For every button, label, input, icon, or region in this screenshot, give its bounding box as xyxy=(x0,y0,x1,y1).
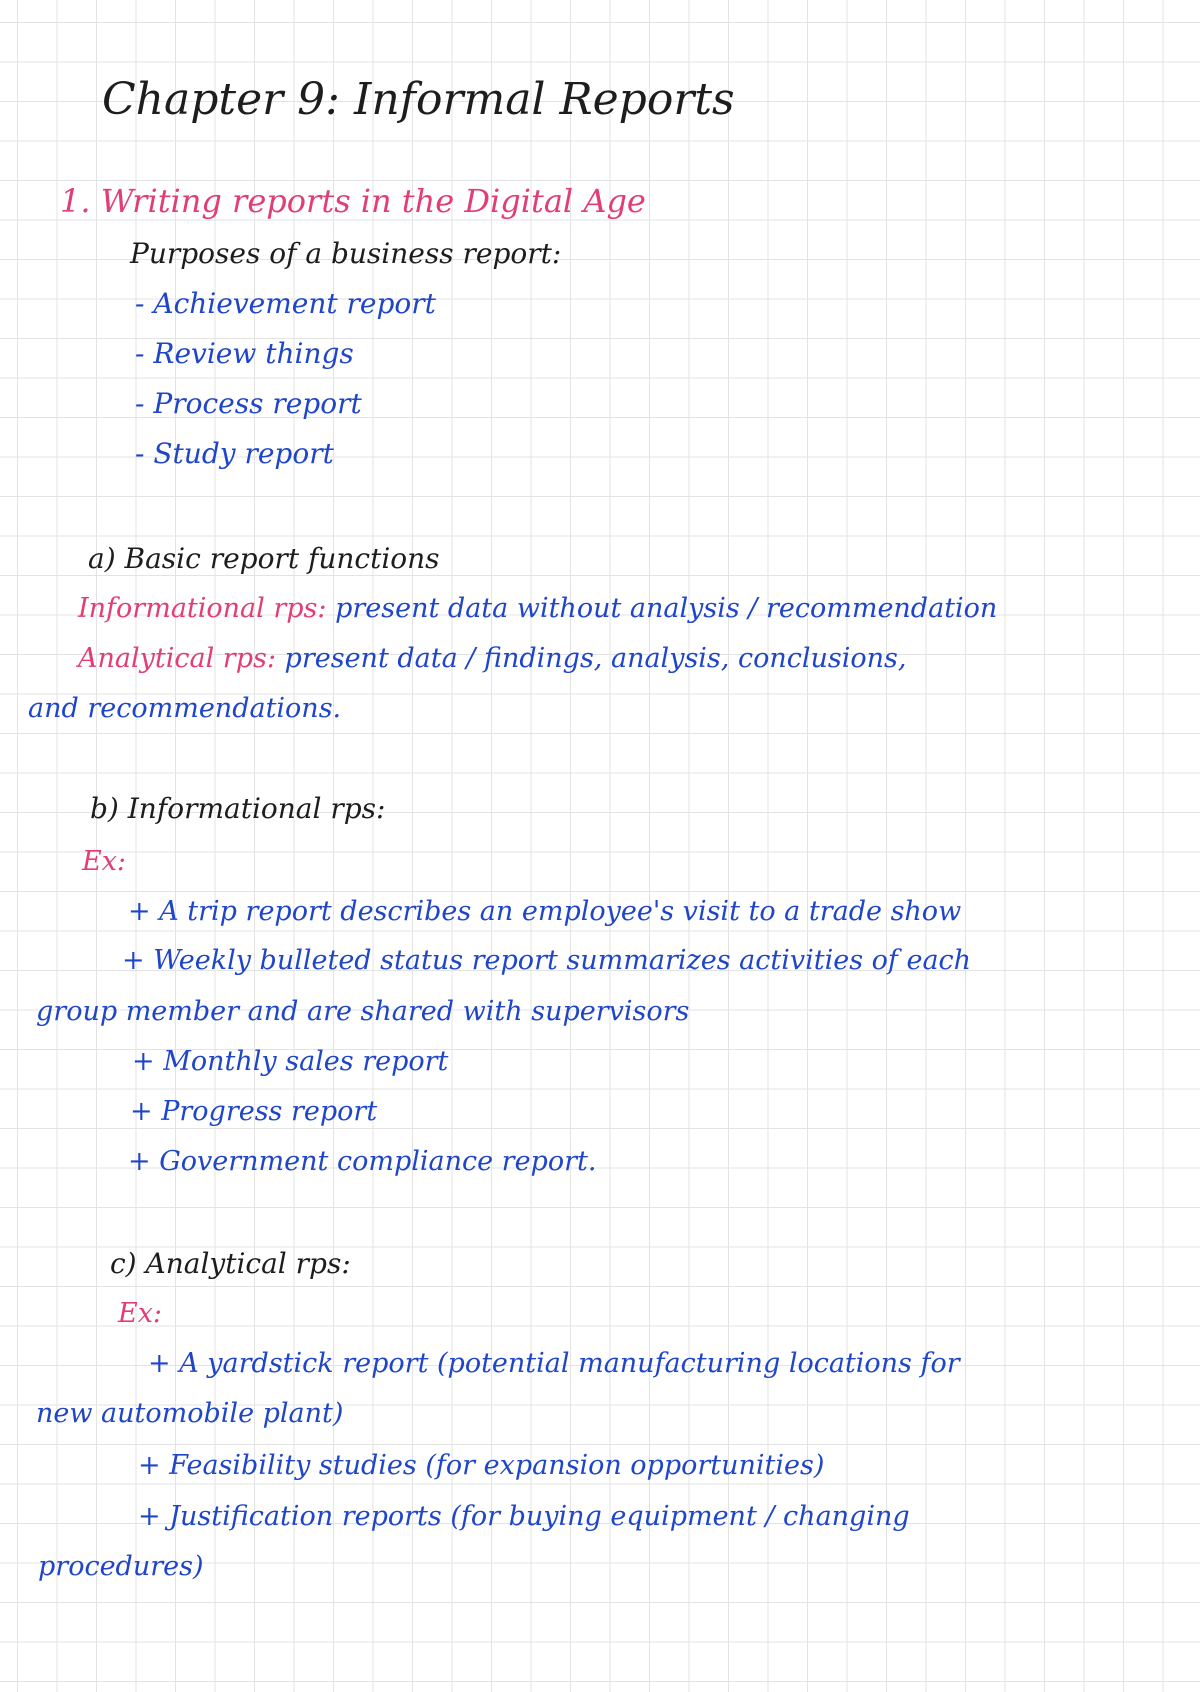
informational-example-continued: group member and are shared with supervisors xyxy=(36,996,690,1027)
purpose-item: - Achievement report xyxy=(135,287,436,320)
section-c-ex-label: Ex: xyxy=(118,1298,163,1329)
informational-example: + Monthly sales report xyxy=(132,1046,449,1077)
section-b-ex-label: Ex: xyxy=(82,846,127,877)
analytical-definition-line xyxy=(78,645,906,672)
section-b-heading: b) Informational rps: xyxy=(90,792,386,825)
purpose-item: - Review things xyxy=(135,337,354,370)
informational-example: + Progress report xyxy=(130,1096,378,1127)
analytical-example: + A yardstick report (potential manufacturing locations for xyxy=(148,1348,960,1379)
informational-example: + Weekly bulleted status report summarizes activities of each xyxy=(122,945,972,976)
section-c-heading: c) Analytical rps: xyxy=(110,1247,351,1280)
purpose-item: - Study report xyxy=(135,437,334,470)
purposes-label: Purposes of a business report: xyxy=(130,237,562,270)
informational-term: Informational rps: xyxy=(78,593,327,624)
analytical-example-continued: procedures) xyxy=(38,1551,204,1582)
analytical-term: Analytical rps: xyxy=(78,643,276,674)
analytical-example: + Justification reports (for buying equipment / changing xyxy=(138,1501,910,1532)
section-1-heading: 1. Writing reports in the Digital Age xyxy=(60,182,646,220)
analytical-example-continued: new automobile plant) xyxy=(36,1398,344,1429)
analytical-definition: present data / findings, analysis, conclusions, xyxy=(284,643,907,674)
page-title: Chapter 9: Informal Reports xyxy=(102,74,735,125)
analytical-definition-continued: and recommendations. xyxy=(28,693,342,724)
analytical-example: + Feasibility studies (for expansion opportunities) xyxy=(138,1450,825,1481)
informational-example: + A trip report describes an employee's visit to a trade show xyxy=(128,896,962,927)
informational-example: + Government compliance report. xyxy=(128,1146,597,1177)
purpose-item: - Process report xyxy=(135,387,362,420)
informational-definition-line xyxy=(78,595,997,622)
informational-definition: present data without analysis / recommendation xyxy=(335,593,998,624)
section-a-heading: a) Basic report functions xyxy=(88,542,440,575)
